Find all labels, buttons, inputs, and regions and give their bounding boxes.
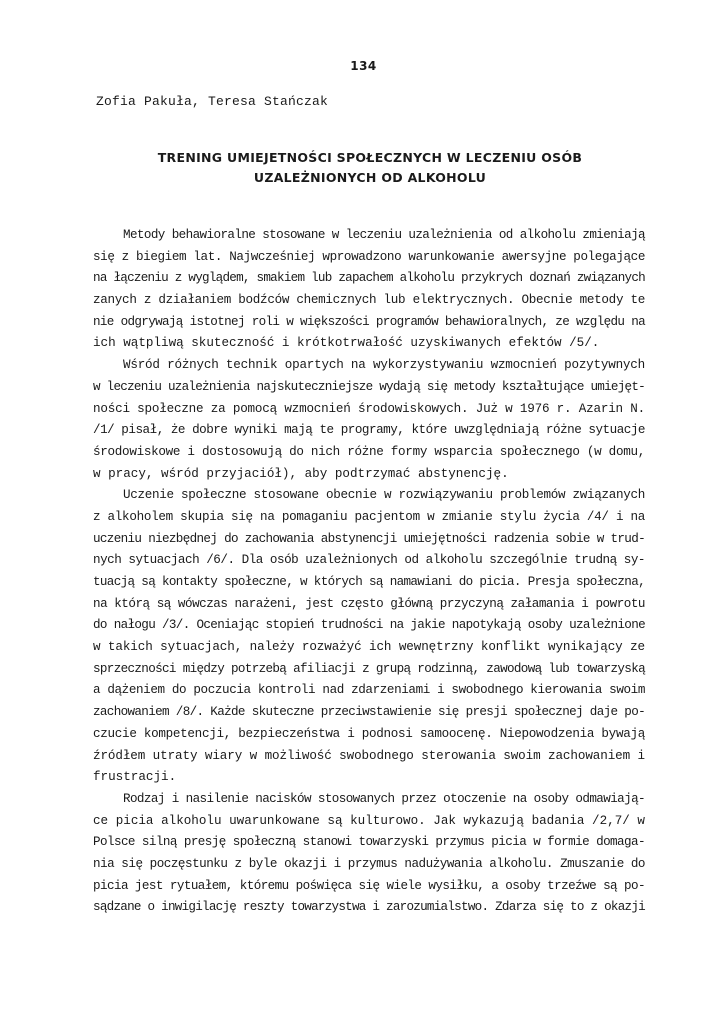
body-line: w leczeniu uzależnienia najskuteczniejsze wydają się metody kształtujące umiejęt- [93,379,646,394]
body-line: Wśród różnych technik opartych na wykorzystywaniu wzmocnień pozytywnych [123,358,645,373]
body-line: czucie kompetencji, bezpieczeństwa i podnosi samoocenę. Niepowodzenia bywają [93,726,645,741]
body-line: sprzeczności między potrzebą afiliacji z grupą rodzinną, zawodową lub towarzyską [93,661,645,676]
body-line: ce picia alkoholu uwarunkowane są kulturowo. Jak wykazują badania /2,7/ w [93,813,645,828]
body-line: źródłem utraty wiary w możliwość swobodnego sterowania swoim zachowaniem i [93,748,645,763]
body-line: środowiskowe i dostosowują do nich różne formy wsparcia społecznego (w domu, [93,444,645,459]
body-line: /1/ pisał, że dobre wyniki mają te programy, które uwzględniają różne sytuacje [93,423,645,438]
page-number: 134 [350,59,377,73]
body-line: picia jest rytuałem, któremu poświęca się wiele wysiłku, a osoby trzeźwe są po- [93,878,645,893]
body-line: Polsce silną presję społeczną stanowi towarzyski przymus picia w formie domaga- [93,835,645,850]
body-line: frustracji. [93,770,177,785]
title-line-2: UZALEŻNIONYCH OD ALKOHOLU [253,170,487,185]
body-line: w pracy, wśród przyjaciół), aby podtrzymać abstynencję. [93,466,509,481]
body-line: ich wątpliwą skuteczność i krótkotrwałość uzyskiwanych efektów /5/. [93,336,600,351]
body-line: Rodzaj i nasilenie nacisków stosowanych przez otoczenie na osoby odmawiają- [123,791,645,806]
body-line: zachowaniem /8/. Każde skuteczne przeciwstawienie się presji społecznej daje po- [93,705,645,720]
body-line: Uczenie społeczne stosowane obecnie w rozwiązywaniu problemów związanych [123,488,645,503]
body-line: do nałogu /3/. Oceniając stopień trudności na jakie napotykają osoby uzależnione [93,618,645,633]
body-line: nia się poczęstunku z byle okazji i przymus nadużywania alkoholu. Zmuszanie do [93,856,645,871]
body-line: nie odgrywają istotnej roli w większości programów behawioralnych, ze względu na [93,314,645,329]
body-line: uczeniu niezbędnej do zachowania abstynencji umiejętności radzenia sobie w trud- [93,531,645,546]
body-line: na którą są wówczas narażeni, jest często główną przyczyną załamania i powrotu [93,596,645,611]
body-line: z alkoholem skupia się na pomaganiu pacjentom w zmianie stylu życia /4/ i na [93,509,645,524]
body-line: a dążeniem do poczucia kontroli nad zdarzeniami i swobodnego kierowania swoim [93,683,645,698]
body-line: w takich sytuacjach, należy rozważyć ich wewnętrzny konflikt wynikający ze [93,640,645,655]
article-body [93,225,645,919]
authors: Zofia Pakuła, Teresa Stańczak [96,94,329,109]
body-line: zanych z działaniem bodźców chemicznych lub elektrycznych. Obecnie metody te [93,293,645,308]
body-line: na łączeniu z wyglądem, smakiem lub zapachem alkoholu przykrych doznań związanych [93,271,646,286]
body-line: ności społeczne za pomocą wzmocnień środowiskowych. Już w 1976 r. Azarin N. [93,401,645,416]
body-line: tuacją są kontakty społeczne, w których są namawiani do picia. Presja społeczna, [93,575,645,589]
body-line: Metody behawioralne stosowane w leczeniu uzależnienia od alkoholu zmieniają [123,228,645,242]
article-title [60,148,680,188]
body-line: sądzane o inwigilację reszty towarzystwa i zarozumialstwo. Zdarza się to z okazji [93,900,646,915]
body-line: nych sytuacjach /6/. Dla osób uzależnionych od alkoholu szczególnie trudną sy- [93,553,645,568]
title-line-1: TRENING UMIEJETNOŚCI SPOŁECZNYCH W LECZENIU OSÓB [157,150,583,165]
body-line: się z biegiem lat. Najwcześniej wprowadzono warunkowanie awersyjne polegające [93,249,645,264]
